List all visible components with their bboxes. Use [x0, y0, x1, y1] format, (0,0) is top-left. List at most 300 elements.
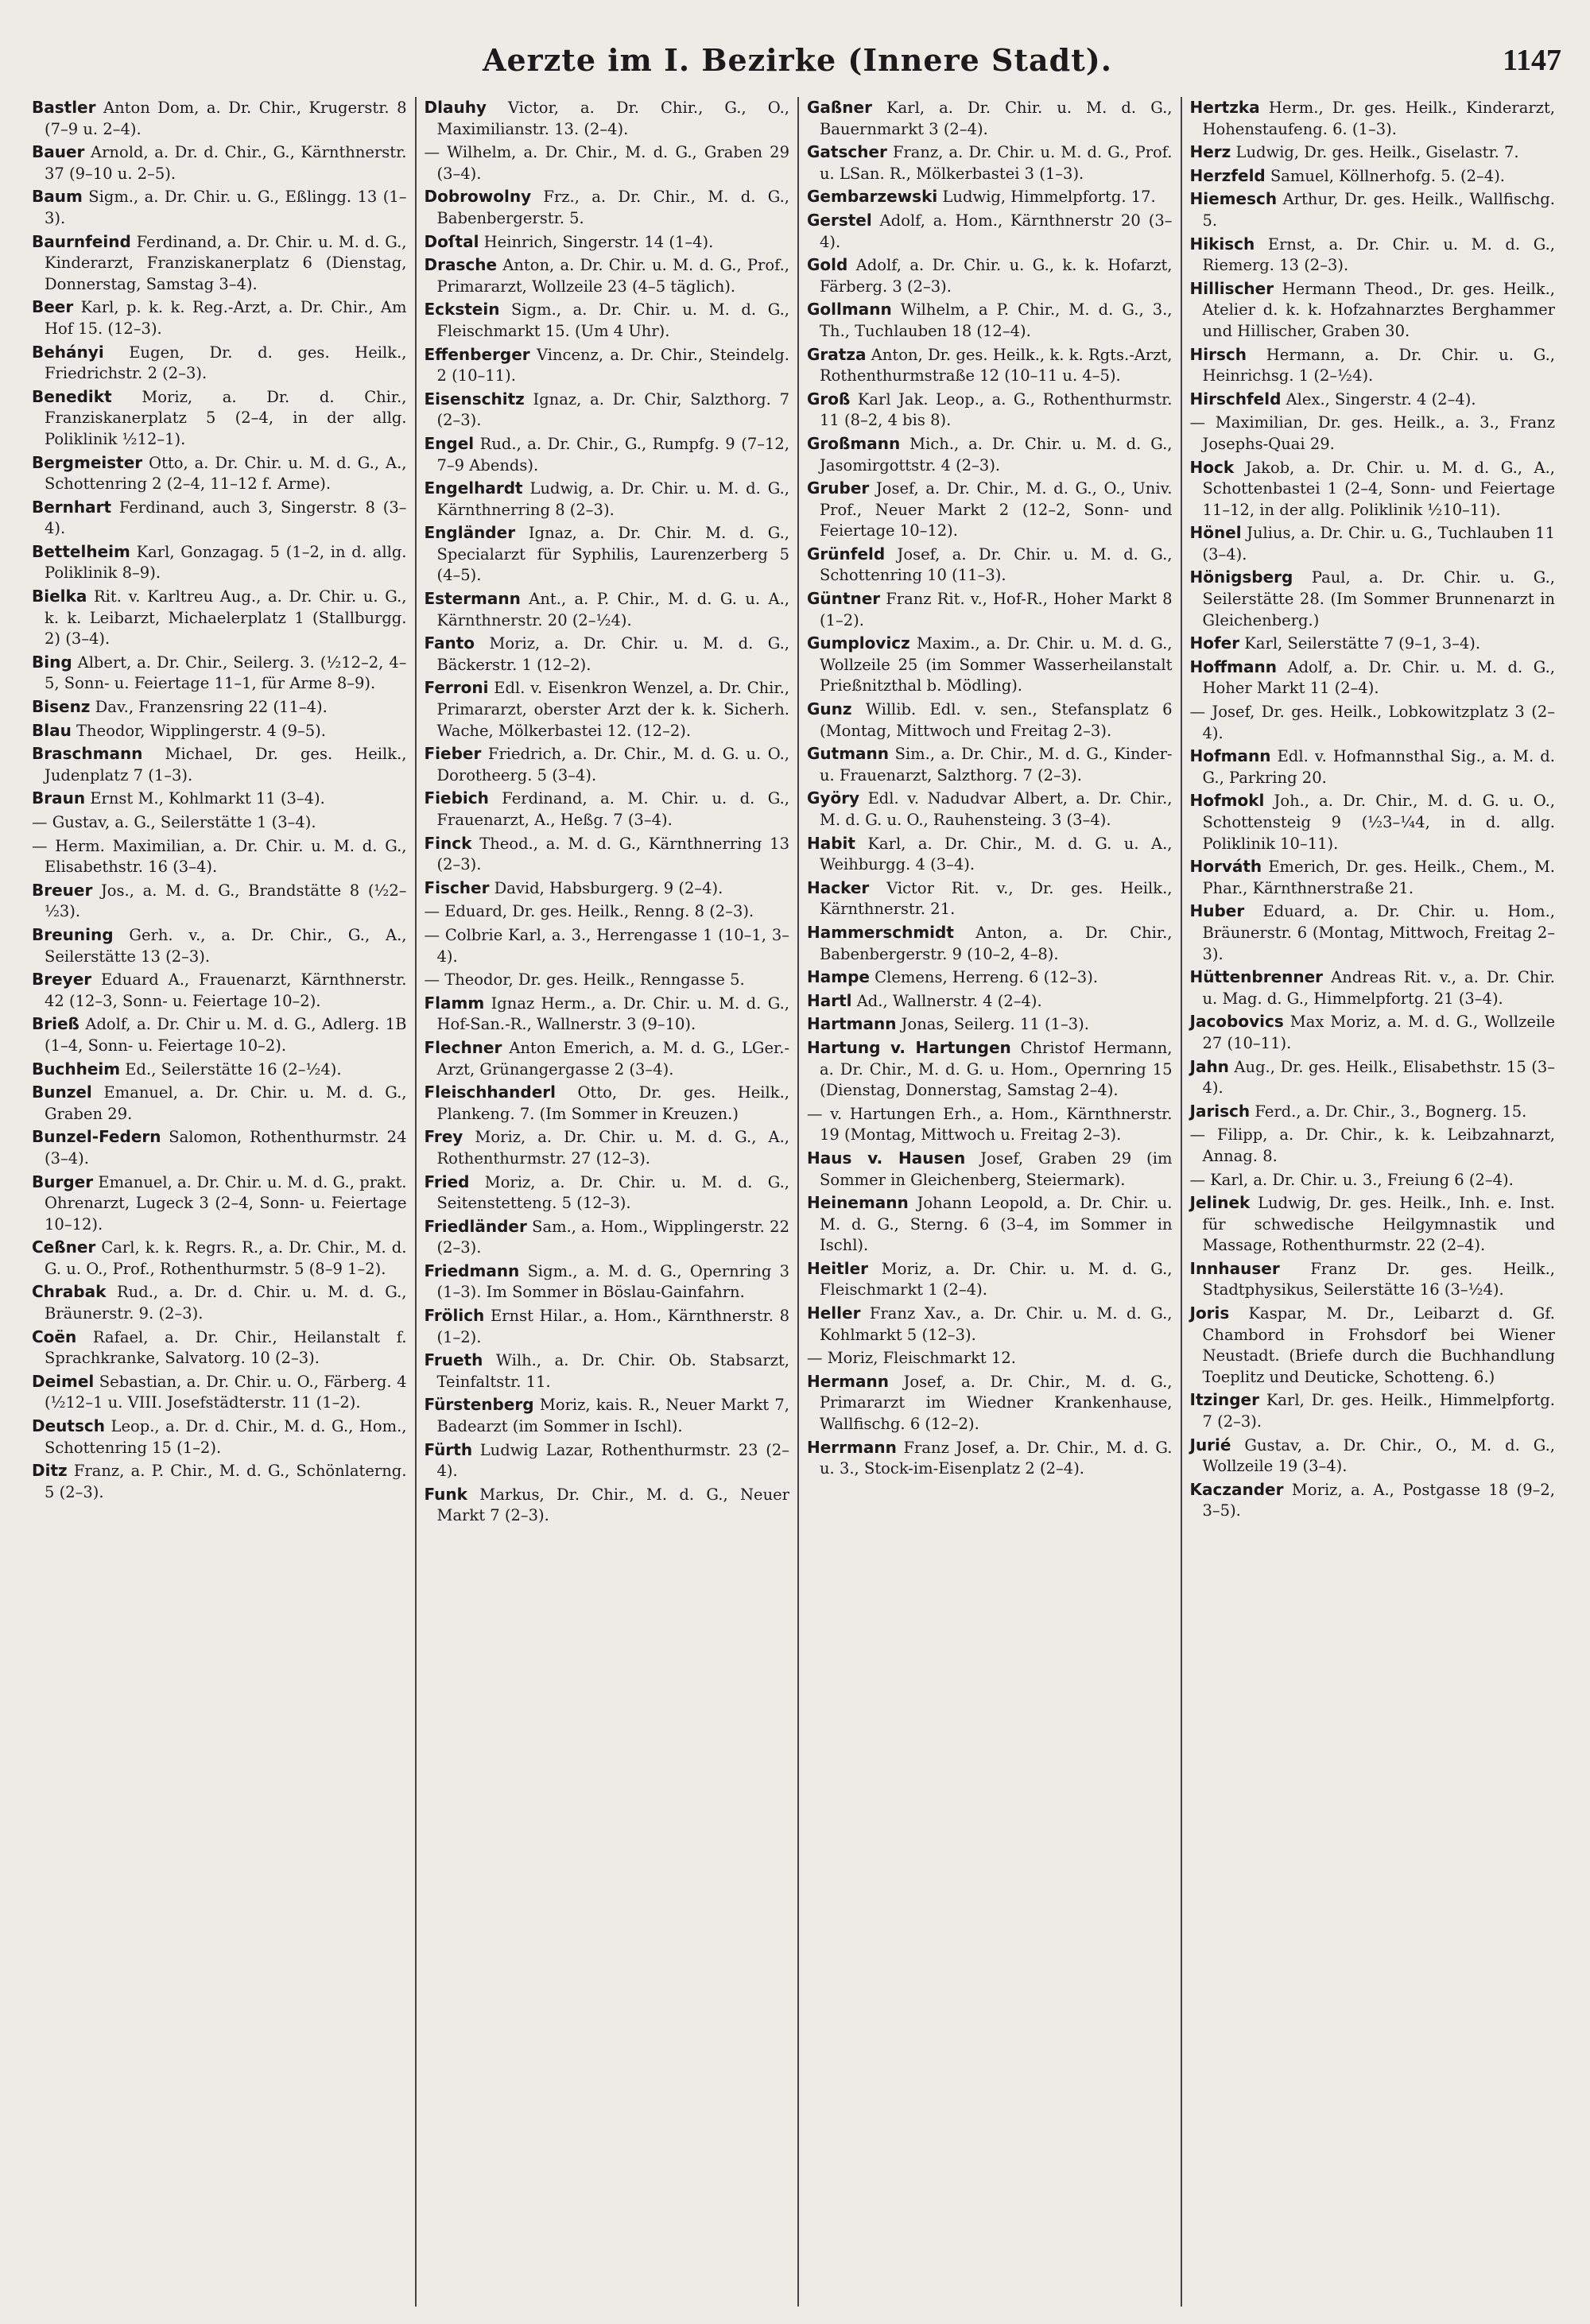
- entry-surname: Hönel: [1189, 523, 1242, 543]
- directory-entry: [425, 788, 790, 831]
- entry-surname: Gratza: [807, 344, 867, 364]
- entry-surname: Bauer: [32, 142, 85, 162]
- entry-details: Edl. v. Nadudvar Albert, a. Dr. Chir., M. d. G. u. O., Rauhensteing. 3 (3–4).: [820, 789, 1173, 829]
- entry-surname: Burger: [32, 1172, 94, 1191]
- entry-surname: Hofer: [1189, 633, 1240, 653]
- entry-surname: Hirschfeld: [1189, 389, 1282, 409]
- entry-details: Jakob, a. Dr. Chir. u. M. d. G., A., Schottenbastei 1 (2–4, Sonn- und Feiertage 11–12, in der allg. Poliklinik ½10–11).: [1202, 458, 1555, 519]
- column-4: [1181, 97, 1564, 2307]
- entry-surname: Gatscher: [807, 142, 887, 162]
- directory-entry: [807, 877, 1173, 920]
- entry-surname: Fleischhanderl: [424, 1083, 556, 1102]
- entry-details: Christof Hermann, a. Dr. Chir., M. d. G. u. Hom., Opernring 15 (Dienstag, Donnerstag, Samstag 2–4).: [820, 1038, 1173, 1100]
- directory-entry: [425, 478, 790, 521]
- entry-surname: Fiebich: [424, 788, 489, 808]
- entry-surname: Gruber: [807, 478, 870, 498]
- entry-surname: Hikisch: [1189, 234, 1255, 254]
- entry-details: Arnold, a. Dr. d. Chir., G., Kärnthnerstr. 37 (9–10 u. 2–5).: [45, 143, 407, 183]
- entry-details: Ludwig, Dr. ges. Heilk., Inh. e. Inst. für schwedische Heilgymnastik und Massage, Rothenthurmstr. 22 (2–4).: [1202, 1194, 1555, 1255]
- entry-details: Moriz, a. Dr. d. Chir., Franziskanerplatz 5 (2–4, in der allg. Poliklinik ½12–1).: [45, 387, 407, 448]
- entry-details: Vincenz, a. Dr. Chir., Steindelg. 2 (10–11).: [436, 345, 789, 385]
- entry-surname: Bielka: [32, 587, 87, 606]
- entry-details: Paul, a. Dr. Chir. u. G., Seilerstätte 28. (Im Sommer Brunnenarzt in Gleichenberg.): [1202, 568, 1555, 629]
- directory-entry: [1190, 1479, 1556, 1522]
- entry-surname: Hartung v. Hartungen: [807, 1037, 1011, 1057]
- directory-entry: [32, 969, 407, 1012]
- directory-entry: [807, 990, 1173, 1013]
- directory-entry: [807, 1103, 1173, 1146]
- entry-details: Dav., Franzensring 22 (11–4).: [90, 698, 328, 717]
- column-2: [415, 97, 798, 2307]
- entry-details: Otto, Dr. ges. Heilk., Plankeng. 7. (Im Sommer in Kreuzen.): [436, 1083, 789, 1123]
- entry-details: Ignaz, a. Dr. Chir, Salzthorg. 7 (2–3).: [436, 389, 789, 430]
- directory-entry: [807, 97, 1173, 140]
- directory-entry: [1190, 412, 1556, 455]
- column-1: [32, 97, 415, 2307]
- directory-entry: [425, 344, 790, 387]
- entry-surname: Eisenschitz: [424, 389, 525, 409]
- directory-entry: [32, 1237, 407, 1280]
- entry-details: Anton, a. Dr. Chir., Babenbergerstr. 9 (10–2, 4–8).: [820, 923, 1173, 963]
- directory-entry: [425, 969, 790, 991]
- directory-entry: [32, 186, 407, 229]
- directory-entry: [1190, 790, 1556, 854]
- directory-entry: [425, 433, 790, 476]
- entry-details: Ferdinand, a. Dr. Chir. u. M. d. G., Kinderarzt, Franziskanerplatz 6 (Dienstag, Donnerstag, Samstag 3–4).: [45, 232, 407, 293]
- entry-details: Franz Rit. v., Hof-R., Hoher Markt 8 (1–2).: [820, 590, 1173, 629]
- entry-details: Carl, k. k. Regrs. R., a. Dr. Chir., M. d. G. u. O., Prof., Rothenthurmstr. 5 (8–9 1–2).: [45, 1238, 407, 1278]
- entry-details: Rit. v. Karltreu Aug., a. Dr. Chir. u. G., k. k. Leibarzt, Michaelerplatz 1 (Stallburgg. 2) (3–4).: [45, 587, 407, 649]
- entry-surname: Hartl: [807, 990, 852, 1010]
- entry-details: Maxim., a. Dr. Chir. u. M. d. G., Wollzeile 25 (im Sommer Wasserheilanstalt Prießnitzthal b. Mödling).: [820, 634, 1173, 695]
- entry-surname: Heller: [807, 1303, 861, 1323]
- directory-entry: [425, 186, 790, 229]
- directory-entry: [32, 811, 407, 834]
- entry-details: Sim., a. Dr. Chir., M. d. G., Kinder- u. Frauenarzt, Salzthorg. 7 (2–3).: [820, 745, 1173, 784]
- directory-entry: [425, 677, 790, 742]
- directory-entry: [32, 231, 407, 296]
- directory-entry: [425, 1172, 790, 1214]
- entry-surname: Ferroni: [424, 678, 489, 698]
- directory-entry: [807, 344, 1173, 387]
- entry-details: Herm., Dr. ges. Heilk., Kinderarzt, Hohenstaufeng. 6. (1–3).: [1202, 99, 1555, 138]
- entry-surname: Finck: [424, 833, 472, 853]
- directory-entry: [425, 1216, 790, 1259]
- entry-details: Eugen, Dr. d. ges. Heilk., Friedrichstr. 2 (2–3).: [45, 343, 407, 383]
- entry-details: Josef, Graben 29 (im Sommer in Gleichenberg, Steiermark).: [820, 1148, 1173, 1189]
- directory-entry: [32, 696, 407, 719]
- entry-details: Edl. v. Hofmannsthal Sig., a. M. d. G., Parkring 20.: [1202, 747, 1555, 787]
- entry-surname: Hermann: [807, 1371, 889, 1391]
- entry-details: Victor Rit. v., Dr. ges. Heilk., Kärnthnerstr. 21.: [820, 878, 1173, 919]
- entry-surname: Brieß: [32, 1014, 80, 1034]
- entry-surname: Hoffmann: [1189, 657, 1277, 676]
- entry-surname: Frey: [424, 1127, 463, 1147]
- directory-entry: [32, 720, 407, 742]
- entry-details: Gustav, a. Dr. Chir., O., M. d. G., Wollzeile 19 (3–4).: [1202, 1435, 1555, 1476]
- directory-entry: [425, 299, 790, 342]
- entry-details: Ernst, a. Dr. Chir. u. M. d. G., Riemerg. 13 (2–3).: [1202, 234, 1555, 275]
- entry-details: — Josef, Dr. ges. Heilk., Lobkowitzplatz 3 (2–4).: [1189, 703, 1555, 742]
- entry-details: Clemens, Herreng. 6 (12–3).: [869, 968, 1099, 987]
- directory-entry: [1190, 856, 1556, 899]
- entry-surname: Engel: [424, 433, 475, 453]
- entry-details: Leop., a. Dr. d. Chir., M. d. G., Hom., Schottenring 15 (1–2).: [45, 1417, 407, 1457]
- entry-details: Anton, a. Dr. Chir. u. M. d. G., Prof., Primararzt, Wollzeile 23 (4–5 täglich).: [436, 256, 789, 296]
- entry-surname: Braun: [32, 788, 86, 808]
- entry-surname: Hofmokl: [1189, 791, 1265, 811]
- directory-entry: [425, 1484, 790, 1527]
- entry-details: Hermann, a. Dr. Chir. u. G., Heinrichsg. 1 (2–½4).: [1202, 345, 1555, 385]
- entry-surname: Breyer: [32, 970, 92, 990]
- entry-details: Michael, Dr. ges. Heilk., Judenplatz 7 (1–3).: [45, 745, 407, 784]
- entry-details: Adolf, a. Hom., Kärnthnerstr 20 (3–4).: [820, 211, 1173, 251]
- entry-details: Eduard A., Frauenarzt, Kärnthnerstr. 42 (12–3, Sonn- u. Feiertage 10–2).: [45, 970, 407, 1010]
- directory-entry: [807, 1303, 1173, 1346]
- directory-entry: [425, 254, 790, 297]
- directory-entry: [1190, 1192, 1556, 1257]
- entry-surname: Beer: [32, 297, 74, 317]
- entry-details: Arthur, Dr. ges. Heilk., Wallfischg. 5.: [1202, 190, 1555, 230]
- page-number: 1147: [1503, 44, 1561, 77]
- entry-details: Sigm., a. M. d. G., Opernring 3 (1–3). Im Sommer in Böslau-Gainfahrn.: [436, 1261, 789, 1302]
- entry-details: Karl, Gonzagag. 5 (1–2, in d. allg. Poliklinik 8–9).: [45, 542, 407, 583]
- directory-entry: [1190, 234, 1556, 277]
- directory-entry: [32, 141, 407, 184]
- entry-surname: Estermann: [424, 589, 521, 609]
- directory-entry: [807, 1437, 1173, 1480]
- entry-details: Moriz, kais. R., Neuer Markt 7, Badearzt (im Sommer in Ischl).: [436, 1396, 789, 1436]
- entry-surname: Györy: [807, 788, 860, 808]
- entry-surname: Gerstel: [807, 210, 872, 230]
- directory-entry: [425, 833, 790, 876]
- entry-surname: Großmann: [807, 433, 901, 453]
- entry-surname: Jurié: [1189, 1435, 1231, 1454]
- directory-entry: [32, 296, 407, 339]
- directory-entry: [1190, 567, 1556, 631]
- entry-details: Mich., a. Dr. Chir. u. M. d. G., Jasomirgottstr. 4 (2–3).: [820, 434, 1173, 474]
- directory-entry: [807, 544, 1173, 587]
- entry-surname: Baum: [32, 187, 83, 207]
- entry-details: Sigm., a. Dr. Chir. u. G., Eßlingg. 13 (1–3).: [45, 188, 407, 227]
- entry-surname: Horváth: [1189, 857, 1262, 877]
- entry-surname: Gutmann: [807, 744, 890, 764]
- directory-entry: [425, 231, 790, 254]
- directory-entry: [807, 389, 1173, 432]
- directory-entry: [1190, 901, 1556, 965]
- entry-surname: Flamm: [424, 993, 485, 1013]
- entry-details: Ad., Wallnerstr. 4 (2–4).: [851, 991, 1042, 1010]
- entry-surname: Hartmann: [807, 1014, 897, 1034]
- directory-entry: [1190, 1258, 1556, 1301]
- entry-details: Wilh., a. Dr. Chir. Ob. Stabsarzt, Teinfaltstr. 11.: [436, 1351, 789, 1391]
- entry-surname: Dobrowolny: [424, 187, 532, 207]
- entry-details: Sebastian, a. Dr. Chir. u. O., Färberg. 4 (½12–1 u. VIII. Josefstädterstr. 11 (1–2).: [45, 1372, 407, 1412]
- entry-surname: Herzfeld: [1189, 165, 1266, 185]
- entry-details: Ant., a. P. Chir., M. d. G. u. A., Kärnthnerstr. 20 (2–½4).: [436, 590, 789, 629]
- entry-details: Josef, a. Dr. Chir., M. d. G., Primararzt im Wiedner Krankenhause, Wallfischg. 6 (12–2).: [820, 1372, 1173, 1434]
- entry-surname: Bing: [32, 652, 72, 672]
- directory-entry: [807, 588, 1173, 631]
- entry-details: Alex., Singerstr. 4 (2–4).: [1281, 389, 1476, 409]
- entry-details: Heinrich, Singerstr. 14 (1–4).: [479, 232, 714, 251]
- directory-entry: [1190, 522, 1556, 565]
- directory-entry: [1190, 278, 1556, 343]
- entry-surname: Bergmeister: [32, 452, 143, 472]
- directory-entry: [1190, 1056, 1556, 1099]
- entry-details: Anton Emerich, a. M. d. G., LGer.-Arzt, Grünangergasse 2 (3–4).: [436, 1038, 789, 1079]
- directory-entry: [32, 743, 407, 786]
- directory-entry: [1190, 97, 1556, 140]
- entry-details: Jonas, Seilerg. 11 (1–3).: [896, 1015, 1089, 1034]
- entry-details: Ed., Seilerstätte 16 (2–½4).: [120, 1059, 342, 1079]
- entry-details: Rafael, a. Dr. Chir., Heilanstalt f. Sprachkranke, Salvatorg. 10 (2–3).: [45, 1327, 407, 1368]
- entry-details: Emanuel, a. Dr. Chir. u. M. d. G., prakt. Ohrenarzt, Lugeck 3 (2–4, Sonn- u. Feiertage 10–12).: [45, 1172, 407, 1234]
- entry-details: Adolf, a. Dr. Chir. u. M. d. G., Hoher Markt 11 (2–4).: [1202, 657, 1555, 698]
- entry-surname: Coën: [32, 1327, 77, 1346]
- directory-entry: [807, 833, 1173, 876]
- directory-entry: [807, 1371, 1173, 1435]
- directory-entry: [32, 452, 407, 495]
- directory-entry: [425, 877, 790, 900]
- directory-entry: [425, 97, 790, 140]
- entry-details: Hermann Theod., Dr. ges. Heilk., Atelier d. k. k. Hofzahnarztes Berghammer und Hillischer, Graben 30.: [1202, 279, 1555, 340]
- directory-entry: [425, 1305, 790, 1348]
- entry-details: — Herm. Maximilian, a. Dr. Chir. u. M. d. G., Elisabethstr. 16 (3–4).: [32, 836, 407, 877]
- entry-details: Ferd., a. Dr. Chir., 3., Bognerg. 15.: [1250, 1102, 1527, 1121]
- directory-entry: [32, 497, 407, 540]
- directory-entry: [1190, 1303, 1556, 1388]
- entry-details: Frz., a. Dr. Chir., M. d. G., Babenbergerstr. 5.: [436, 188, 789, 227]
- entry-details: Ludwig Lazar, Rothenthurmstr. 23 (2–4).: [436, 1440, 789, 1481]
- entry-surname: Bettelheim: [32, 541, 130, 561]
- entry-details: — Eduard, Dr. ges. Heilk., Renng. 8 (2–3).: [424, 902, 754, 921]
- entry-surname: Fried: [424, 1172, 470, 1191]
- entry-details: Ignaz, a. Dr. Chir. M. d. G., Specialarzt für Syphilis, Laurenzerberg 5 (4–5).: [436, 524, 789, 585]
- directory-entry: [1190, 165, 1556, 188]
- directory-entry: [1190, 344, 1556, 387]
- entry-details: — v. Hartungen Erh., a. Hom., Kärnthnerstr. 19 (Montag, Mittwoch u. Freitag 2–3).: [807, 1104, 1173, 1145]
- entry-surname: Behányi: [32, 342, 104, 362]
- entry-surname: Ceßner: [32, 1238, 96, 1257]
- entry-details: Gerh. v., a. Dr. Chir., G., A., Seilerstätte 13 (2–3).: [45, 925, 407, 966]
- entry-details: — Filipp, a. Dr. Chir., k. k. Leibzahnarzt, Annag. 8.: [1189, 1125, 1555, 1165]
- directory-entry: [425, 588, 790, 631]
- entry-surname: Breuning: [32, 924, 114, 944]
- entry-details: Adolf, a. Dr. Chir. u. G., k. k. Hofarzt, Färberg. 3 (2–3).: [820, 256, 1173, 296]
- directory-entry: [32, 342, 407, 385]
- entry-surname: Groß: [807, 389, 851, 409]
- entry-surname: Kaczander: [1189, 1479, 1284, 1499]
- entry-details: Franz, a. P. Chir., M. d. G., Schönlaterng. 5 (2–3).: [45, 1462, 407, 1501]
- entry-details: Samuel, Köllnerhofg. 5. (2–4).: [1265, 166, 1506, 185]
- entry-details: Ludwig, a. Dr. Chir. u. M. d. G., Kärnthnerring 8 (2–3).: [436, 479, 789, 519]
- entry-details: Karl, Dr. ges. Heilk., Himmelpfortg. 7 (2–3).: [1202, 1391, 1555, 1431]
- entry-details: Moriz, a. Dr. Chir. u. M. d. G., Fleischmarkt 1 (2–4).: [820, 1259, 1173, 1300]
- entry-surname: Hüttenbrenner: [1189, 967, 1324, 987]
- entry-details: Julius, a. Dr. Chir. u. G., Tuchlauben 11 (3–4).: [1202, 524, 1555, 564]
- entry-surname: Friedmann: [424, 1261, 520, 1280]
- entry-surname: Hammerschmidt: [807, 922, 954, 942]
- directory-entry: [807, 1192, 1173, 1257]
- entry-details: Anton Dom, a. Dr. Chir., Krugerstr. 8 (7–9 u. 2–4).: [45, 99, 407, 138]
- entry-details: Salomon, Rothenthurmstr. 24 (3–4).: [45, 1128, 407, 1168]
- entry-surname: Gollmann: [807, 300, 892, 320]
- entry-surname: Frueth: [424, 1350, 483, 1370]
- directory-entry: [32, 586, 407, 650]
- entry-surname: Hönigsberg: [1189, 567, 1293, 587]
- directory-entry: [425, 1394, 790, 1437]
- directory-entry: [32, 1416, 407, 1458]
- entry-surname: Fürstenberg: [424, 1395, 534, 1415]
- entry-surname: Baurnfeind: [32, 231, 131, 251]
- entry-details: Joh., a. Dr. Chir., M. d. G. u. O., Schottensteig 9 (½3–¼4, in d. allg. Poliklinik 10–11).: [1202, 792, 1555, 853]
- entry-details: Albert, a. Dr. Chir., Seilerg. 3. (½12–2, 4–5, Sonn- u. Feiertage 11–1, für Arme 8–9).: [45, 653, 407, 693]
- entry-details: Ernst M., Kohlmarkt 11 (3–4).: [85, 789, 325, 808]
- directory-entry: [425, 389, 790, 432]
- entry-surname: Gold: [807, 255, 848, 275]
- directory-entry: [32, 541, 407, 584]
- directory-entry: [807, 1258, 1173, 1301]
- directory-entry: [807, 141, 1173, 184]
- directory-entry: [1190, 701, 1556, 744]
- entry-details: Sigm., a. Dr. Chir. u. M. d. G., Fleischmarkt 15. (Um 4 Uhr).: [436, 300, 789, 340]
- directory-entry: [32, 924, 407, 967]
- entry-details: Sam., a. Hom., Wipplingerstr. 22 (2–3).: [436, 1217, 789, 1257]
- directory-entry: [1190, 1389, 1556, 1432]
- directory-entry: [807, 699, 1173, 742]
- entry-details: Emerich, Dr. ges. Heilk., Chem., M. Phar., Kärnthnerstraße 21.: [1202, 858, 1555, 897]
- directory-entry: [32, 1059, 407, 1081]
- entry-details: Ludwig, Dr. ges. Heilk., Giselastr. 7.: [1231, 143, 1519, 162]
- directory-entry: [425, 1126, 790, 1169]
- entry-details: Karl, Seilerstätte 7 (9–1, 3–4).: [1239, 634, 1481, 653]
- entry-details: Franz Xav., a. Dr. Chir. u. M. d. G., Kohlmarkt 5 (12–3).: [820, 1304, 1173, 1344]
- directory-entry: [425, 993, 790, 1036]
- entry-surname: Engelhardt: [424, 478, 523, 498]
- entry-details: Emanuel, a. Dr. Chir. u. M. d. G., Graben 29.: [45, 1083, 407, 1123]
- entry-details: Franz Josef, a. Dr. Chir., M. d. G. u. 3., Stock-im-Eisenplatz 2 (2–4).: [820, 1438, 1173, 1478]
- entry-details: Edl. v. Eisenkron Wenzel, a. Dr. Chir., Primararzt, oberster Arzt der k. k. Sicherh. Wache, Mölkerbastei 12. (12–2).: [436, 679, 789, 740]
- entry-surname: Innhauser: [1189, 1258, 1280, 1278]
- directory-entry: [32, 652, 407, 695]
- entry-surname: Deimel: [32, 1371, 95, 1391]
- directory-entry: [425, 1350, 790, 1392]
- entry-details: Ludwig, Himmelpfortg. 17.: [937, 188, 1156, 207]
- entry-surname: Güntner: [807, 589, 881, 609]
- directory-entry: [1190, 657, 1556, 699]
- entry-surname: Huber: [1189, 901, 1245, 921]
- entry-details: Aug., Dr. ges. Heilk., Elisabethstr. 15 (3–4).: [1202, 1057, 1555, 1098]
- entry-details: — Wilhelm, a. Dr. Chir., M. d. G., Graben 29 (3–4).: [424, 143, 789, 183]
- entry-surname: Flechner: [424, 1037, 502, 1057]
- entry-details: Karl Jak. Leop., a. G., Rothenthurmstr. 11 (8–2, 4 bis 8).: [820, 389, 1173, 430]
- entry-details: Wilhelm, a P. Chir., M. d. G., 3., Th., Tuchlauben 18 (12–4).: [820, 300, 1173, 340]
- directory-entry: [1190, 457, 1556, 521]
- entry-surname: Effenberger: [424, 344, 530, 364]
- directory-entry: [807, 478, 1173, 542]
- entry-details: Moriz, a. Dr. Chir. u. M. d. G., A., Rothenthurmstr. 27 (12–3).: [436, 1128, 789, 1168]
- entry-details: Andreas Rit. v., a. Dr. Chir. u. Mag. d. G., Himmelpfortg. 21 (3–4).: [1202, 968, 1555, 1008]
- directory-entry: [1190, 966, 1556, 1009]
- entry-details: Rud., a. Dr. d. Chir. u. M. d. G., Bräunerstr. 9. (2–3).: [45, 1283, 407, 1323]
- entry-surname: Gumplovicz: [807, 633, 910, 653]
- entry-details: Moriz, a. A., Postgasse 18 (9–2, 3–5).: [1202, 1480, 1555, 1520]
- entry-details: Ferdinand, a. M. Chir. u. d. G., Frauenarzt, A., Heßg. 7 (3–4).: [436, 789, 789, 829]
- entry-details: David, Habsburgerg. 9 (2–4).: [489, 878, 723, 897]
- entry-surname: Habit: [807, 833, 855, 853]
- directory-entry: [807, 433, 1173, 476]
- directory-entry: [425, 1261, 790, 1303]
- directory-entry: [32, 1460, 407, 1503]
- entry-surname: Gembarzewski: [807, 187, 938, 207]
- entry-surname: Jahn: [1189, 1056, 1229, 1076]
- page-title: Aerzte im I. Bezirke (Innere Stadt).: [483, 42, 1112, 78]
- entry-surname: Frölich: [424, 1306, 485, 1326]
- directory-entry: [807, 1037, 1173, 1102]
- entry-details: Markus, Dr. Chir., M. d. G., Neuer Markt 7 (2–3).: [436, 1485, 789, 1525]
- directory-entry: [32, 1281, 407, 1324]
- entry-surname: Friedländer: [424, 1216, 527, 1236]
- entry-surname: Grünfeld: [807, 544, 886, 564]
- entry-details: Karl, a. Dr. Chir. u. M. d. G., Bauernmarkt 3 (2–4).: [820, 99, 1173, 138]
- directory-entry: [32, 1082, 407, 1125]
- directory-entry: [425, 141, 790, 184]
- directory-entry: [1190, 1435, 1556, 1478]
- entry-details: Ignaz Herm., a. Dr. Chir. u. M. d. G., Hof-San.-R., Wallnerstr. 3 (9–10).: [436, 994, 789, 1034]
- directory-entry: [425, 1082, 790, 1125]
- entry-surname: Hacker: [807, 877, 870, 897]
- directory-entry: [807, 966, 1173, 989]
- directory-entry: [807, 254, 1173, 297]
- entry-details: Theod., a. M. d. G., Kärnthnerring 13 (2–3).: [436, 834, 789, 874]
- entry-surname: Bernhart: [32, 497, 112, 517]
- entry-surname: Jacobovics: [1189, 1012, 1284, 1032]
- directory-entry: [1190, 746, 1556, 788]
- entry-surname: Heitler: [807, 1258, 869, 1278]
- directory-entry: [425, 743, 790, 786]
- entry-details: Ferdinand, auch 3, Singerstr. 8 (3–4).: [45, 498, 407, 538]
- page-header: [32, 37, 1563, 84]
- entry-surname: Engländer: [424, 523, 516, 543]
- entry-surname: Jarisch: [1189, 1101, 1251, 1121]
- entry-surname: Hertzka: [1189, 98, 1260, 117]
- entry-details: — Gustav, a. G., Seilerstätte 1 (3–4).: [32, 813, 316, 831]
- entry-surname: Breuer: [32, 880, 93, 900]
- directory-entry: [32, 835, 407, 878]
- entry-details: — Karl, a. Dr. Chir. u. 3., Freiung 6 (2–4).: [1189, 1170, 1514, 1189]
- directory-entry: [32, 1327, 407, 1369]
- entry-surname: Braschmann: [32, 744, 143, 764]
- entry-details: Otto, a. Dr. Chir. u. M. d. G., A., Schottenring 2 (2–4, 11–12 f. Arme).: [45, 453, 407, 494]
- entry-details: Jos., a. M. d. G., Brandstätte 8 (½2–½3).: [45, 881, 407, 921]
- directory-entry: [807, 1013, 1173, 1036]
- entry-details: Anton, Dr. ges. Heilk., k. k. Rgts.-Arzt, Rothenthurmstraße 12 (10–11 u. 4–5).: [820, 345, 1173, 385]
- directory-columns: [32, 97, 1563, 2307]
- entry-surname: Itzinger: [1189, 1390, 1259, 1410]
- directory-entry: [807, 1347, 1173, 1369]
- entry-details: Adolf, a. Dr. Chir u. M. d. G., Adlerg. 1B (1–4, Sonn- u. Feiertage 10–2).: [45, 1015, 407, 1055]
- entry-details: Victor, a. Dr. Chir., G., O., Maximilianstr. 13. (2–4).: [436, 99, 789, 138]
- directory-entry: [32, 1172, 407, 1236]
- entry-surname: Bunzel: [32, 1083, 92, 1102]
- entry-details: — Colbrie Karl, a. 3., Herrengasse 1 (10–1, 3–4).: [424, 925, 789, 966]
- directory-entry: [425, 633, 790, 676]
- directory-entry: [807, 299, 1173, 342]
- directory-entry: [425, 522, 790, 587]
- entry-details: — Maximilian, Dr. ges. Heilk., a. 3., Franz Josephs-Quai 29.: [1189, 413, 1555, 453]
- directory-entry: [32, 788, 407, 810]
